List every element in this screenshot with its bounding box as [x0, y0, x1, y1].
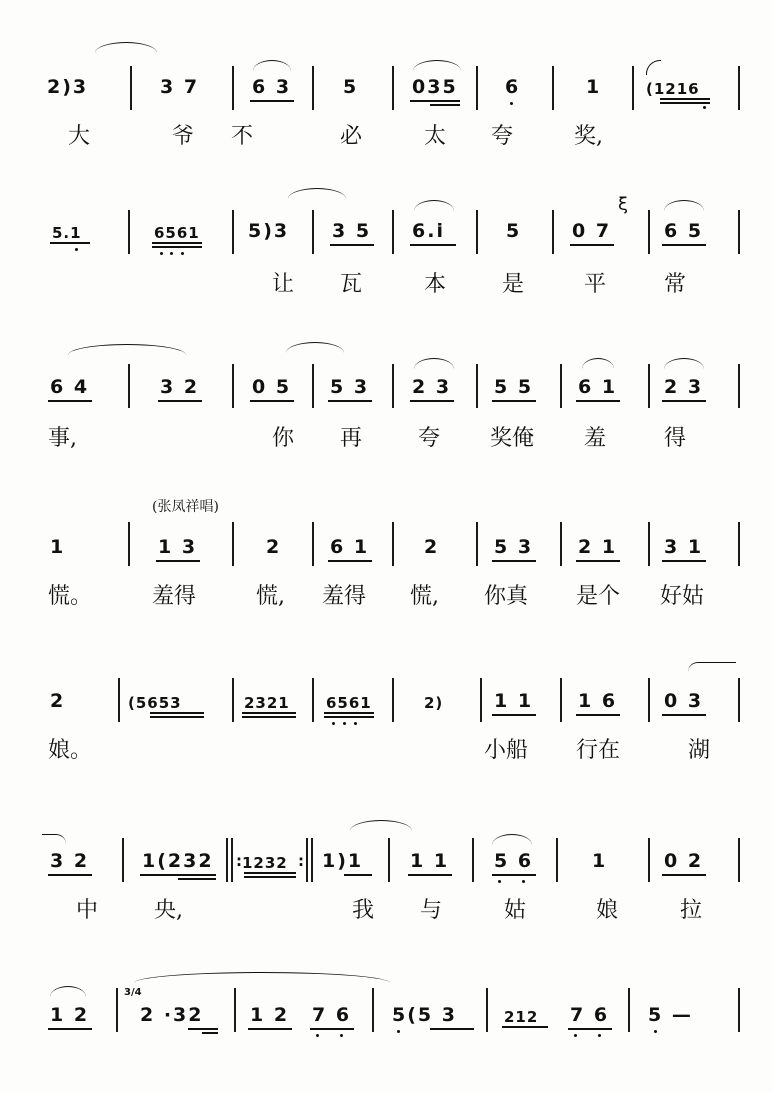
barline — [392, 522, 394, 566]
note-group: 0 2 — [664, 850, 704, 872]
note-group: 1 1 — [494, 690, 534, 712]
lyric: 我 — [352, 898, 375, 923]
note-group: 212 — [504, 1008, 539, 1026]
note-group: 1 2 — [50, 1004, 90, 1026]
barline — [648, 522, 650, 566]
note-group: 5 — [343, 76, 359, 98]
note-group: 1232 — [242, 854, 288, 872]
lyric: 拉 — [680, 898, 703, 923]
note-group: 6 5 — [664, 220, 704, 242]
barline — [312, 678, 314, 722]
ornament: ξ — [618, 194, 629, 215]
barline — [234, 988, 236, 1032]
lyric: 好姑 — [660, 584, 705, 609]
barline — [232, 210, 234, 254]
lyric: 是个 — [576, 584, 621, 609]
lyric: 夸 — [418, 426, 441, 451]
barline — [648, 838, 650, 882]
slur — [350, 820, 412, 831]
lyric: 姑 — [504, 898, 527, 923]
slur — [582, 358, 614, 369]
note-group: 5 5 — [494, 376, 534, 398]
barline — [122, 838, 124, 882]
lyric: 大 — [68, 124, 91, 149]
slur — [414, 358, 454, 369]
lyric: 你真 — [484, 584, 529, 609]
lyric: 中 — [76, 898, 99, 923]
note-group: 1 1 — [410, 850, 450, 872]
note-group: 6 4 — [50, 376, 90, 398]
note-group: 5(5 3 — [392, 1004, 457, 1026]
barline — [128, 522, 130, 566]
note-group: 5 3 — [494, 536, 534, 558]
barline — [232, 678, 234, 722]
note-group: 1 — [50, 536, 66, 558]
barline — [392, 678, 394, 722]
barline — [628, 988, 630, 1032]
slur — [42, 834, 66, 845]
barline — [648, 210, 650, 254]
note-group: 3 7 — [160, 76, 200, 98]
slur — [286, 342, 344, 353]
note-group: 0 7 — [572, 220, 612, 242]
barline — [312, 210, 314, 254]
barline — [130, 66, 132, 110]
barline — [738, 364, 740, 408]
barline — [388, 838, 390, 882]
slur — [492, 834, 532, 845]
note-group: 6 1 — [330, 536, 370, 558]
barline — [128, 210, 130, 254]
barline — [226, 838, 228, 882]
slur — [664, 200, 704, 211]
barline — [480, 678, 482, 722]
time-signature: 3/4 — [124, 987, 142, 998]
barline — [738, 838, 740, 882]
lyric: 慌, — [256, 584, 285, 609]
note-group: 2321 — [244, 694, 290, 712]
barline — [232, 364, 234, 408]
lyric: 太 夸 — [424, 124, 513, 149]
note-group: 7 6 — [312, 1004, 352, 1026]
slur — [253, 60, 291, 71]
lyric: 再 — [340, 426, 363, 451]
note-group: 1 3 — [158, 536, 198, 558]
barline — [556, 838, 558, 882]
slur — [664, 358, 704, 369]
slur — [413, 60, 461, 71]
note-group: 7 6 — [570, 1004, 610, 1026]
role-marking: (张凤祥唱) — [152, 499, 219, 515]
barline — [232, 66, 234, 110]
barline — [311, 838, 313, 882]
slur — [414, 200, 454, 211]
lyric: 必 — [340, 124, 363, 149]
note-group: 6.i — [412, 220, 445, 242]
slur — [646, 60, 661, 75]
barline — [231, 838, 233, 882]
barline — [476, 364, 478, 408]
lyric: 奖, — [574, 124, 603, 149]
note-group: 3 2 — [50, 850, 90, 872]
lyric: 小船 — [484, 738, 529, 763]
barline — [116, 988, 118, 1032]
repeat-dot: : — [298, 852, 304, 870]
note-group: 6561 — [326, 694, 372, 712]
note-group: 2 3 — [412, 376, 452, 398]
lyric: 羞 — [584, 426, 607, 451]
note-group: 2 — [50, 690, 66, 712]
note-group: 5.1 — [52, 224, 82, 242]
barline — [738, 522, 740, 566]
barline — [476, 66, 478, 110]
barline — [560, 678, 562, 722]
note-group: 5 6 — [494, 850, 534, 872]
lyric: 奖俺 — [490, 426, 535, 451]
lyric: 娘。 — [48, 738, 93, 763]
slur — [68, 344, 186, 355]
slur — [134, 972, 390, 983]
note-group: 5 — — [648, 1004, 693, 1026]
barline — [738, 678, 740, 722]
lyric: 羞得 — [322, 584, 367, 609]
lyric: 是 — [502, 272, 525, 297]
lyric: 常 — [664, 272, 687, 297]
lyric: 央, — [154, 898, 183, 923]
barline — [312, 522, 314, 566]
slur — [50, 986, 86, 997]
barline — [738, 210, 740, 254]
note-group: 6 3 — [252, 76, 292, 98]
barline — [312, 364, 314, 408]
note-group: (5653 — [128, 694, 182, 712]
note-group: 2)3 — [47, 76, 89, 98]
lyric: 得 — [664, 426, 687, 451]
note-group: 0 3 — [664, 690, 704, 712]
note-group: 5 3 — [330, 376, 370, 398]
note-group: 2 — [266, 536, 282, 558]
barline — [472, 838, 474, 882]
lyric: 让 — [272, 272, 295, 297]
lyric: 爷 不 — [172, 124, 253, 149]
barline — [476, 522, 478, 566]
note-group: 3 1 — [664, 536, 704, 558]
note-group: 1)1 — [322, 850, 364, 872]
lyric: 平 — [584, 272, 607, 297]
lyric: 瓦 — [340, 272, 363, 297]
barline — [486, 988, 488, 1032]
lyric: 行在 — [576, 738, 621, 763]
barline — [476, 210, 478, 254]
barline — [560, 364, 562, 408]
barline — [738, 988, 740, 1032]
barline — [232, 522, 234, 566]
note-group: 2) — [424, 694, 444, 712]
note-group: 2 1 — [578, 536, 618, 558]
barline — [632, 66, 634, 110]
lyric: 湖 — [688, 738, 711, 763]
barline — [312, 66, 314, 110]
lyric: 事, — [48, 426, 77, 451]
note-group: 2 — [424, 536, 440, 558]
note-group: 2 ·32 — [140, 1004, 204, 1026]
barline — [560, 522, 562, 566]
lyric: 娘 — [596, 898, 619, 923]
note-group: 1(232 — [142, 850, 214, 872]
barline — [128, 364, 130, 408]
barline — [552, 66, 554, 110]
barline — [552, 210, 554, 254]
note-group: 035 — [412, 76, 458, 98]
barline — [648, 678, 650, 722]
note-group: 5)3 — [248, 220, 290, 242]
barline — [392, 66, 394, 110]
slur — [688, 662, 736, 677]
repeat-dot: : — [236, 852, 242, 870]
note-group: 3 2 — [160, 376, 200, 398]
barline — [648, 364, 650, 408]
lyric: 本 — [424, 272, 447, 297]
note-group: 6561 — [154, 224, 200, 242]
note-group: 1 6 — [578, 690, 618, 712]
slur — [95, 42, 157, 53]
note-group: (1216 — [646, 80, 700, 98]
lyric: 慌, — [410, 584, 439, 609]
note-group: 1 — [592, 850, 608, 872]
note-group: 6 — [505, 76, 521, 98]
note-group: 1 2 — [250, 1004, 290, 1026]
barline — [392, 210, 394, 254]
lyric: 你 — [272, 426, 295, 451]
slur — [288, 188, 346, 199]
note-group: 2 3 — [664, 376, 704, 398]
note-group: 0 5 — [252, 376, 292, 398]
lyric: 羞得 — [152, 584, 197, 609]
barline — [118, 678, 120, 722]
note-group: 6 1 — [578, 376, 618, 398]
lyric: 慌。 — [48, 584, 93, 609]
barline — [306, 838, 308, 882]
note-group: 1 — [586, 76, 602, 98]
barline — [392, 364, 394, 408]
barline — [738, 66, 740, 110]
note-group: 3 5 — [332, 220, 372, 242]
lyric: 与 — [420, 898, 443, 923]
note-group: 5 — [506, 220, 522, 242]
barline — [372, 988, 374, 1032]
